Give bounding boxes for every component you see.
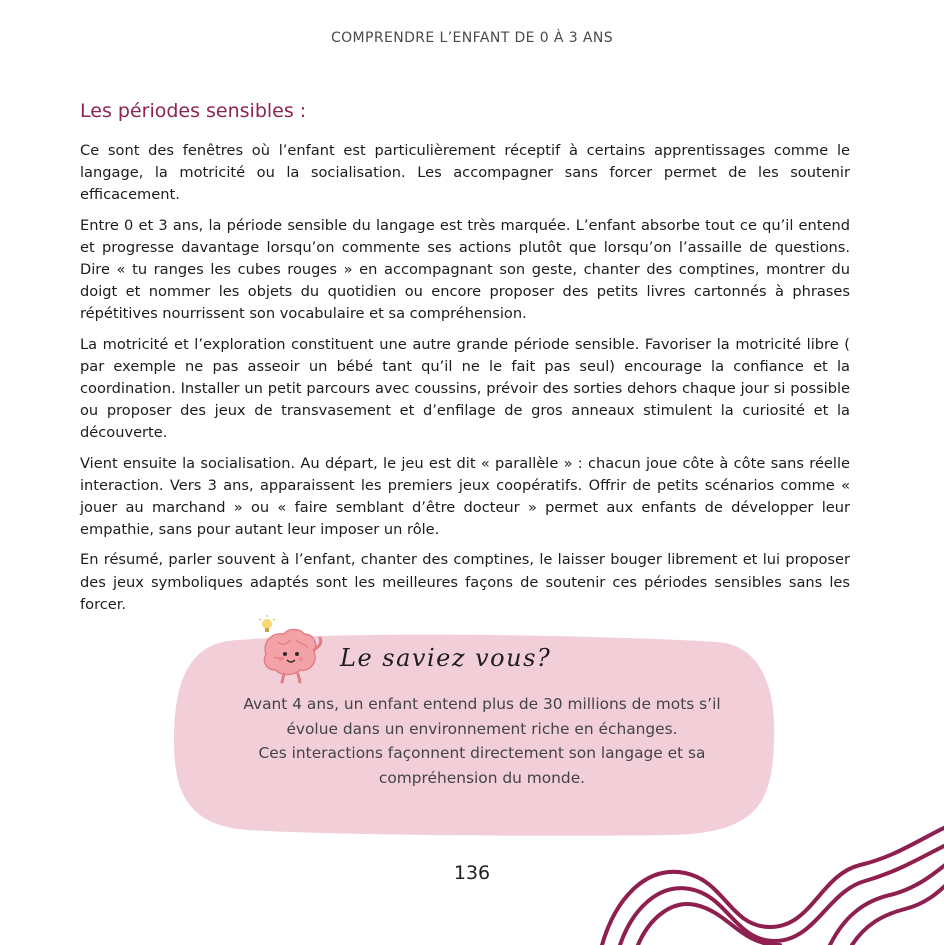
- callout-line: compréhension du monde.: [378, 768, 586, 787]
- section-title: Les périodes sensibles :: [80, 100, 307, 122]
- paragraph: Vient ensuite la socialisation. Au départ, le jeu est dit « parallèle » : chacun joue côte à côte sans réelle interaction. Vers 3 ans, apparaissent les premiers jeux coopératifs. Offrir de petits scénarios comme « jouer au marchand » ou « faire semblant d’être docteur » permet aux enfants de développer leur empathie, sans pour autant leur imposer un rôle.: [80, 454, 850, 539]
- decorative-waves: [590, 805, 944, 945]
- callout-title: Le saviez vous?: [340, 644, 552, 672]
- paragraph: En résumé, parler souvent à l’enfant, chanter des comptines, le laisser bouger librement et lui proposer des jeux symboliques adaptés sont les meilleures façons de soutenir ces périodes sensibles sans les forcer.: [80, 551, 850, 613]
- paragraph: Ce sont des fenêtres où l’enfant est particulièrement réceptif à certains apprentissages comme le langage, la motricité ou la socialisation. Les accompagner sans forcer permet de les soutenir efficacement.: [80, 142, 850, 204]
- paragraph: La motricité et l’exploration constituent une autre grande période sensible. Favoriser la motricité libre ( par exemple ne pas asseoir un bébé tant qu’il ne le fait pas seul) encourage la confiance et la coordination. Installer un petit parcours avec coussins, prévoir des sorties dehors chaque jour si possible ou proposer des jeux de transvasement et d’enfilage de gros anneaux stimulent la curiosité et la découverte.: [80, 335, 850, 442]
- running-header: COMPRENDRE L’ENFANT DE 0 À 3 ANS: [330, 30, 614, 46]
- callout-line: Avant 4 ans, un enfant entend plus de 30 millions de mots s’il: [243, 695, 721, 713]
- callout-line: évolue dans un environnement riche en échanges.: [286, 719, 678, 738]
- paragraph: Entre 0 et 3 ans, la période sensible du langage est très marquée. L’enfant absorbe tout ce qu’il entend et progresse davantage lorsqu’on commente ses actions plutôt que lorsqu’on l’assaille de questions. Dire « tu ranges les cubes rouges » en accompagnant son geste, chanter des comptines, montrer du doigt et nommer les objets du quotidien ou encore proposer des petits livres cartonnés à phrases répétitives nourrissent son vocabulaire et sa compréhension.: [80, 216, 850, 323]
- page-number: 136: [453, 862, 491, 884]
- brain-mascot-icon: [252, 614, 332, 686]
- callout-line: Ces interactions façonnent directement son langage et sa: [258, 744, 706, 762]
- callout-text: [200, 692, 764, 790]
- body-text: [80, 140, 850, 624]
